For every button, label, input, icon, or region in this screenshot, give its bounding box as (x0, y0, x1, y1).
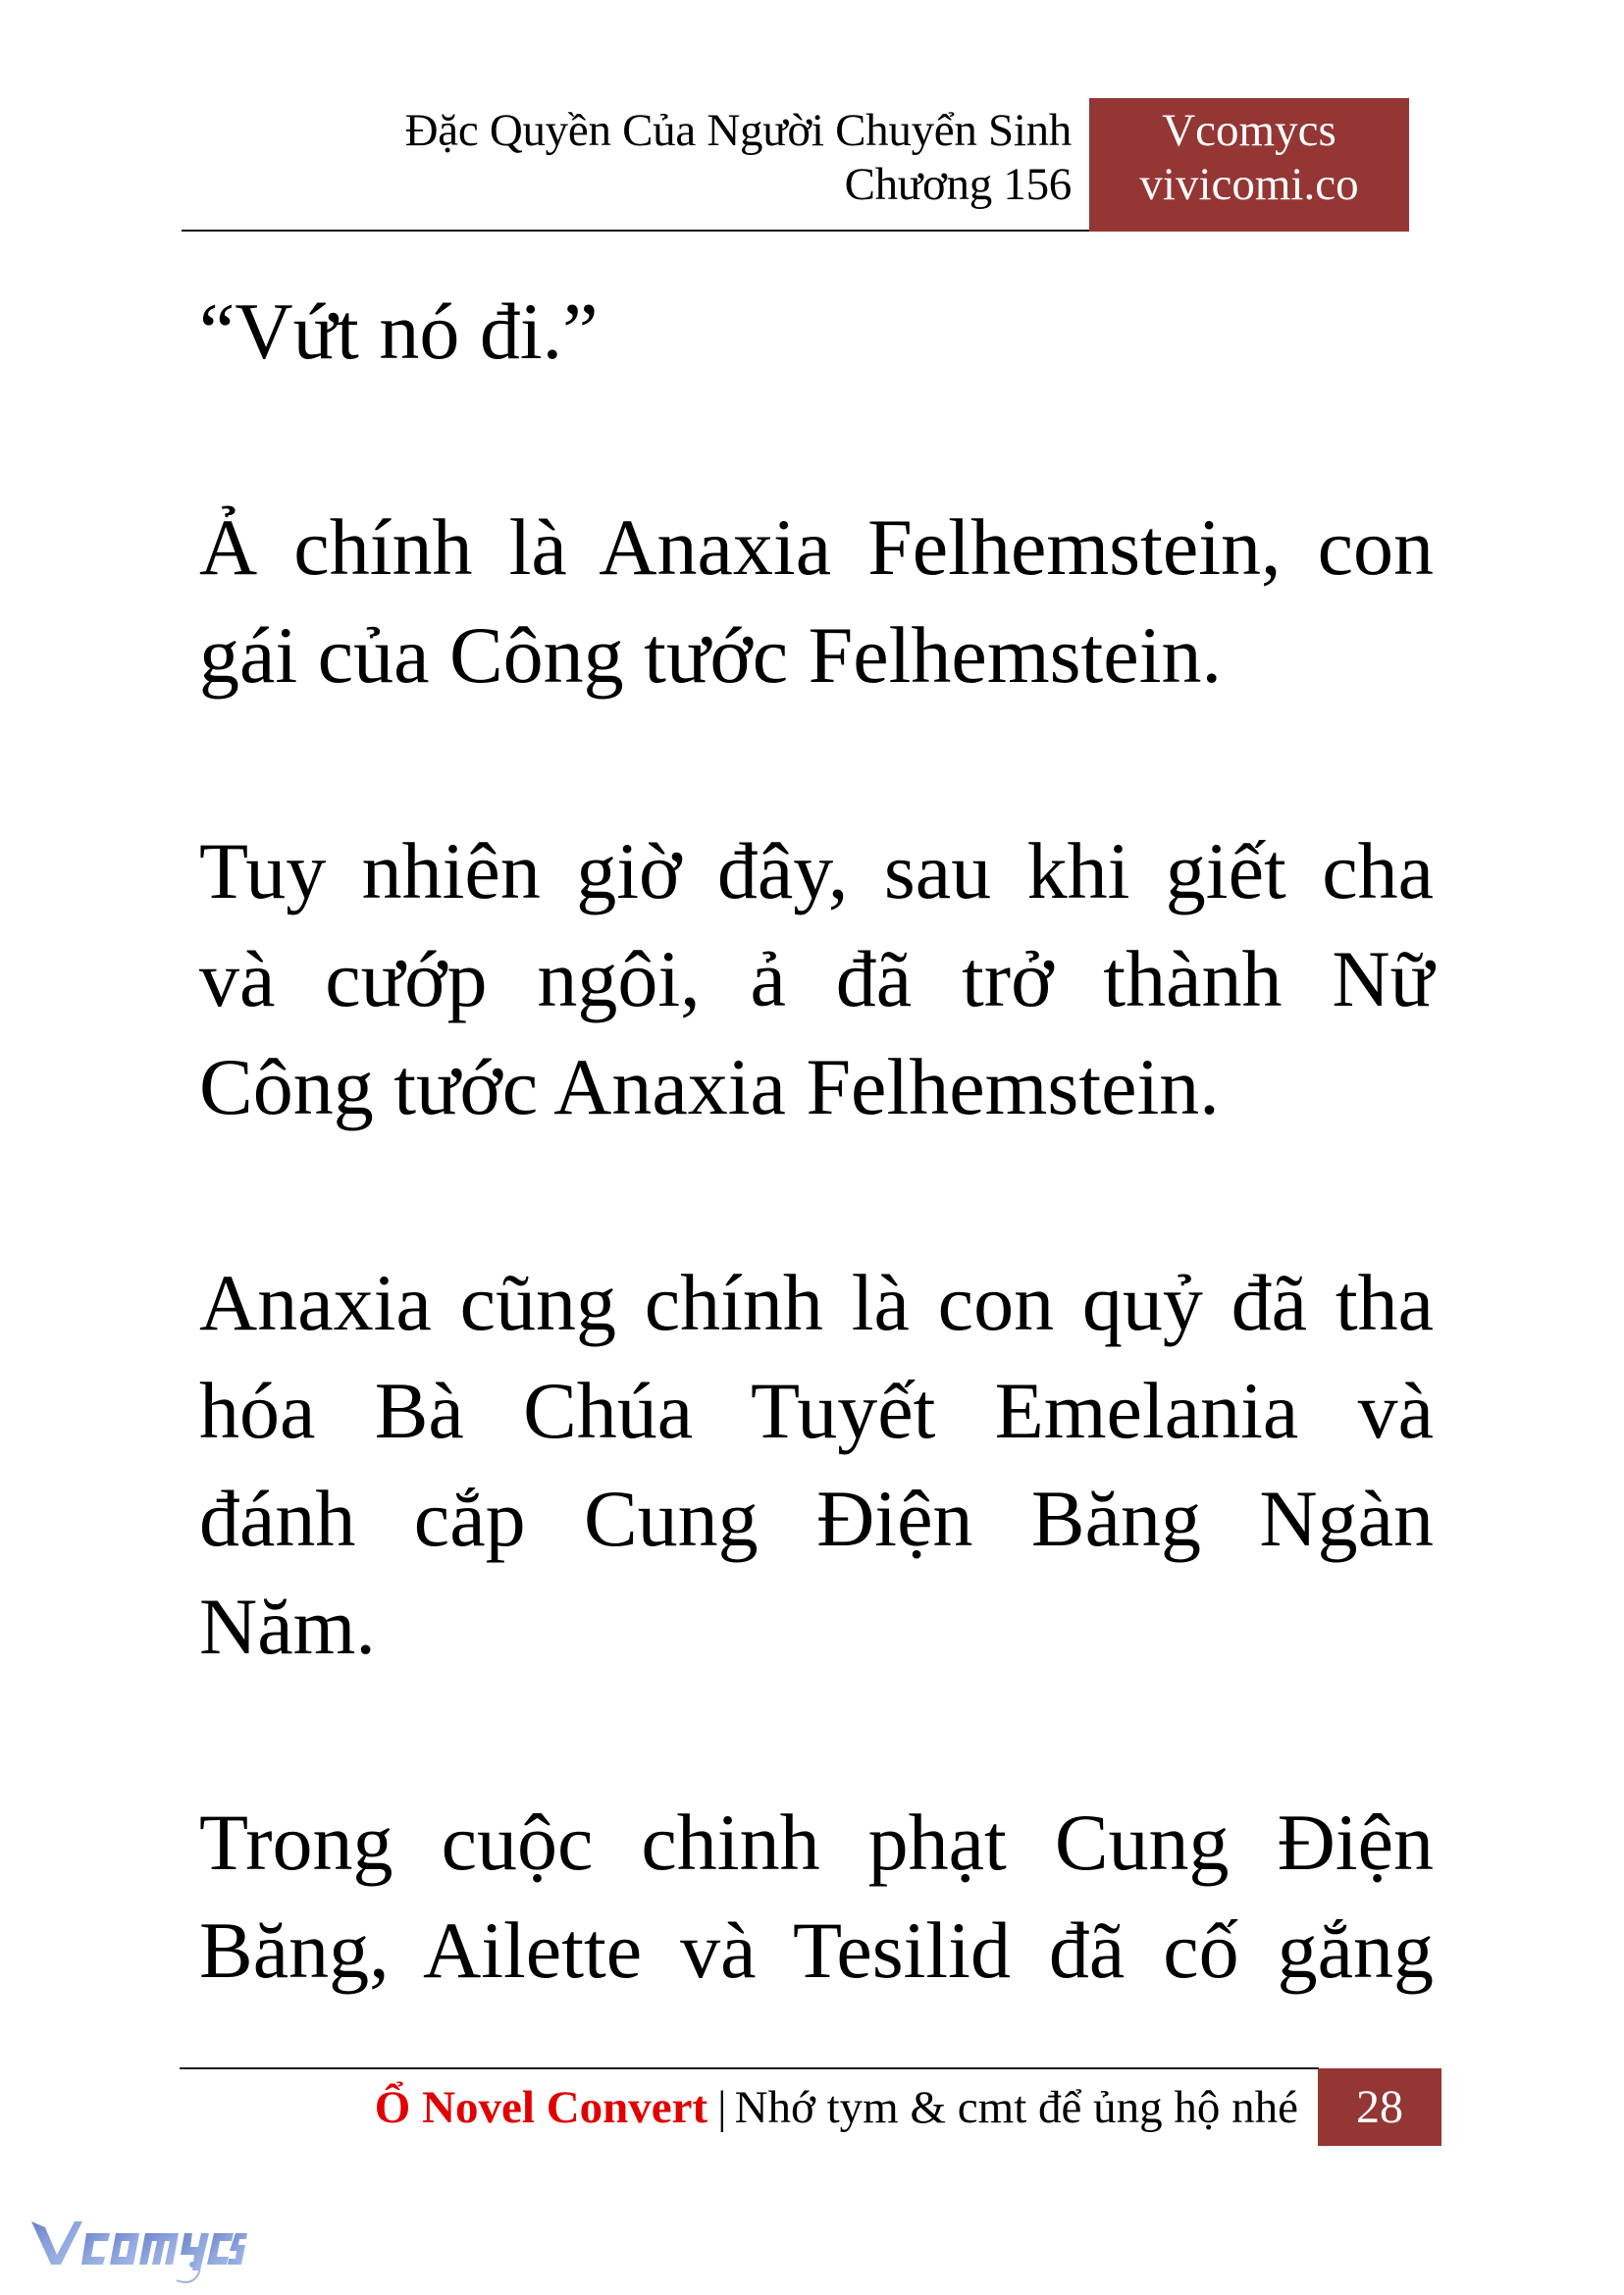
text-line: gái của Công tước Felhemstein. (199, 610, 1222, 700)
paragraph (199, 278, 1434, 386)
text-line: Băng, Ailette và Tesilid đã cố gắng (199, 1905, 1434, 1995)
text-line: Tuy nhiên giờ đây, sau khi giết cha (199, 826, 1434, 915)
paragraph (199, 1789, 1434, 2005)
text-line: hóa Bà Chúa Tuyết Emelania và (199, 1366, 1434, 1455)
header-divider (182, 230, 1089, 232)
footer-divider (180, 2067, 1319, 2069)
text-line: Trong cuộc chinh phạt Cung Điện (199, 1798, 1434, 1887)
text-line: “Vứt nó đi.” (199, 287, 599, 376)
footer-text (180, 2078, 1298, 2137)
footer-separator: | (717, 2082, 727, 2133)
paragraph (199, 1249, 1434, 1681)
paragraph (199, 817, 1434, 1141)
header-title (182, 104, 1072, 212)
brand-name: Vcomycs (1162, 105, 1336, 156)
paragraph (199, 494, 1434, 709)
vcomycs-logo-icon (29, 2216, 247, 2286)
text-line: và cướp ngôi, ả đã trở thành Nữ (199, 934, 1434, 1023)
footer-message: Nhớ tym & cmt để ủng hộ nhé (734, 2082, 1298, 2133)
chapter-body (199, 278, 1434, 2112)
text-line: Anaxia cũng chính là con quỷ đã tha (199, 1258, 1434, 1347)
footer-brand: Ổ Novel Convert (374, 2082, 708, 2133)
text-line: đánh cắp Cung Điện Băng Ngàn (199, 1474, 1434, 1563)
brand-site: vivicomi.co (1139, 159, 1359, 210)
header-brand-box (1089, 98, 1409, 232)
book-title: Đặc Quyền Của Người Chuyển Sinh (404, 105, 1072, 156)
chapter-label: Chương 156 (844, 159, 1072, 210)
page-number: 28 (1318, 2068, 1441, 2146)
text-line: Năm. (199, 1582, 376, 1671)
text-line: Công tước Anaxia Felhemstein. (199, 1042, 1220, 1131)
text-line: Ả chính là Anaxia Felhemstein, con (199, 502, 1434, 592)
